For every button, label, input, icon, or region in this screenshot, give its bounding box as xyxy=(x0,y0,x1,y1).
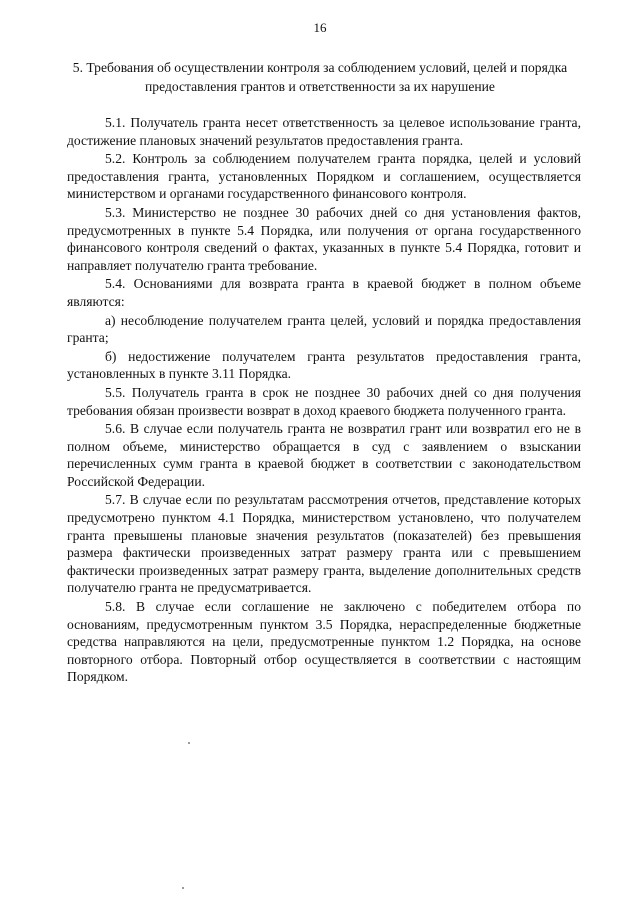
paragraph-5-8: 5.8. В случае если соглашение не заключено с победителем отбора по основаниям, предусмотренным пунктом 3.5 Порядка, нераспределенные бюджетные средства направляются на цели, предусмотренные пунктом 1.2 Порядка, на основе повторного отбора. Повторный отбор осуществляется в соответствии с настоящим Порядком. xyxy=(67,599,581,685)
paragraph-5-4: 5.4. Основаниями для возврата гранта в краевой бюджет в полном объеме являются: xyxy=(67,276,581,309)
paragraph-5-4-b: б) недостижение получателем гранта результатов предоставления гранта, установленных в пункте 3.11 Порядка. xyxy=(67,348,581,382)
paragraph-5-2: 5.2. Контроль за соблюдением получателем гранта порядка, целей и условий предоставления гранта, установленных Порядком и соглашением, осуществляется министерством и органами государственного финансового контроля. xyxy=(67,151,581,202)
paragraph-5-7: 5.7. В случае если по результатам рассмотрения отчетов, представление которых предусмотрено пунктом 4.1 Порядка, министерством установлено, что получателем гранта превышены плановые значения результатов (показателей) без превышения размера фактически произведенных затрат размеру гранта или с превышением фактически произведенных затрат размеру гранта, выделение дополнительных средств получателю гранта не предусматривается. xyxy=(67,492,581,596)
paragraph-5-4-a: а) несоблюдение получателем гранта целей, условий и порядка предоставления гранта; xyxy=(67,312,581,346)
section-title: 5. Требования об осуществлении контроля за соблюдением условий, целей и порядка предоставления грантов и ответственности за их нарушение xyxy=(72,60,568,94)
body-text xyxy=(67,114,581,687)
paragraph-5-6: 5.6. В случае если получатель гранта не возвратил грант или возвратил его не в полном объеме, министерство обращается в суд с заявлением о взыскании перечисленных сумм гранта в краевой бюджет в соответствии с законодательством Российской Федерации. xyxy=(67,421,581,489)
paragraph-5-5: 5.5. Получатель гранта в срок не позднее 30 рабочих дней со дня получения требования обязан произвести возврат в доход краевого бюджета полученного гранта. xyxy=(67,384,581,418)
scan-speck xyxy=(182,887,184,889)
page-number: 16 xyxy=(313,20,327,35)
paragraph-5-3: 5.3. Министерство не позднее 30 рабочих дней со дня установления фактов, предусмотренных в пункте 5.4 Порядка, или получения от органа государственного финансового контроля сведений о фактах, указанных в пункте 5.4 Порядка, готовит и направляет получателю гранта требование. xyxy=(67,204,581,273)
paragraph-5-1: 5.1. Получатель гранта несет ответственность за целевое использование гранта, достижение плановых значений результатов предоставления гранта. xyxy=(67,115,581,148)
scan-speck xyxy=(188,742,190,744)
